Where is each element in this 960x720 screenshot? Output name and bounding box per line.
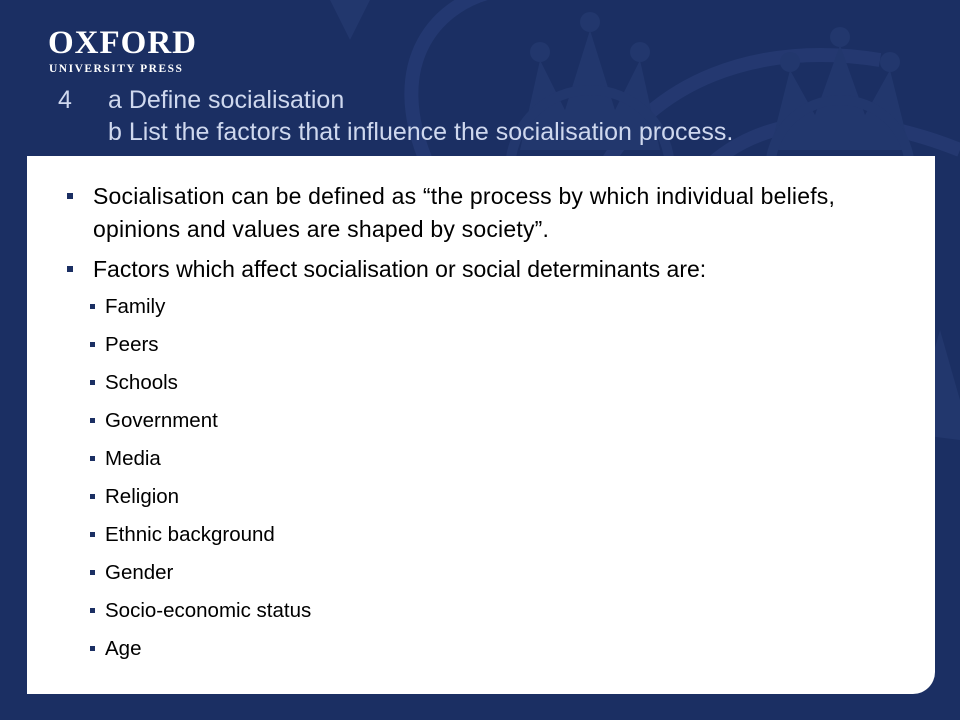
square-bullet-icon xyxy=(90,342,95,347)
factor-item xyxy=(90,597,907,625)
factor-label: Socio-economic status xyxy=(105,599,312,622)
square-bullet-icon xyxy=(90,456,95,461)
square-bullet-icon xyxy=(90,646,95,651)
question-number: 4 xyxy=(58,86,72,114)
content-panel xyxy=(27,156,935,694)
logo-name: OXFORD xyxy=(48,25,197,61)
square-bullet-icon xyxy=(90,304,95,309)
factor-item xyxy=(90,635,907,663)
square-bullet-icon xyxy=(90,418,95,423)
factor-item xyxy=(90,369,907,397)
square-bullet-icon xyxy=(67,193,73,199)
square-bullet-icon xyxy=(90,608,95,613)
logo-subtitle: UNIVERSITY PRESS xyxy=(49,63,184,75)
factor-label: Religion xyxy=(105,485,180,508)
factor-label: Media xyxy=(105,447,161,470)
title-part-a: a Define socialisation xyxy=(108,86,345,114)
square-bullet-icon xyxy=(90,494,95,499)
title-indent xyxy=(58,116,108,148)
bullet-text: Socialisation can be defined as “the process by which individual beliefs, opinions and values are shaped by society”. xyxy=(93,183,836,242)
square-bullet-icon xyxy=(67,266,73,272)
factor-item xyxy=(90,521,907,549)
factor-item xyxy=(90,293,907,321)
bullet-definition xyxy=(67,180,907,246)
factor-label: Government xyxy=(105,409,218,432)
factor-label: Gender xyxy=(105,561,174,584)
factor-item xyxy=(90,331,907,359)
title-line-a xyxy=(58,84,733,116)
publisher-logo xyxy=(48,24,197,75)
title-line-b xyxy=(58,116,733,148)
factor-item xyxy=(90,483,907,511)
factor-item xyxy=(90,445,907,473)
factor-label: Age xyxy=(105,637,142,660)
bullet-list xyxy=(67,180,907,673)
bullet-text: Factors which affect socialisation or social determinants are: xyxy=(93,256,707,282)
bullet-factors-intro xyxy=(67,253,907,286)
factor-item xyxy=(90,407,907,435)
square-bullet-icon xyxy=(90,380,95,385)
title-part-b: b List the factors that influence the socialisation process. xyxy=(108,118,734,146)
slide-title xyxy=(58,84,733,148)
factor-label: Ethnic background xyxy=(105,523,275,546)
factor-label: Peers xyxy=(105,333,159,356)
factor-label: Schools xyxy=(105,371,178,394)
factor-item xyxy=(90,559,907,587)
square-bullet-icon xyxy=(90,570,95,575)
factor-label: Family xyxy=(105,295,166,318)
square-bullet-icon xyxy=(90,532,95,537)
